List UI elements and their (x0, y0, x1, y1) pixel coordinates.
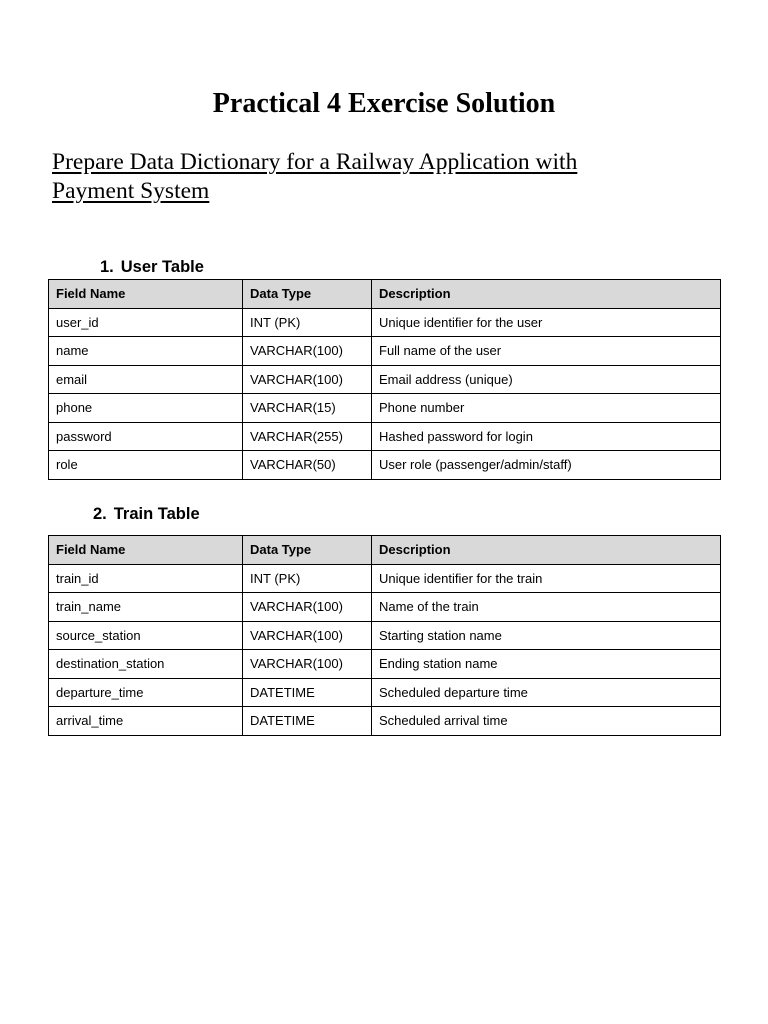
field-name-cell: source_station (49, 621, 243, 650)
subtitle-line-2: Payment System (52, 178, 210, 204)
data-type-cell: VARCHAR(255) (243, 422, 372, 451)
data-type-cell: VARCHAR(100) (243, 365, 372, 394)
description-cell: Email address (unique) (372, 365, 721, 394)
data-type-cell: VARCHAR(100) (243, 650, 372, 679)
data-type-cell: VARCHAR(100) (243, 593, 372, 622)
section-number: 2. (93, 505, 107, 523)
data-type-cell: VARCHAR(15) (243, 394, 372, 423)
description-cell: Name of the train (372, 593, 721, 622)
user-table (48, 279, 721, 480)
data-type-cell: VARCHAR(50) (243, 451, 372, 480)
column-header-field-name: Field Name (49, 536, 243, 565)
description-cell: Ending station name (372, 650, 721, 679)
data-type-cell: DATETIME (243, 678, 372, 707)
data-type-cell: VARCHAR(100) (243, 337, 372, 366)
table-row (49, 593, 721, 622)
field-name-cell: train_name (49, 593, 243, 622)
description-cell: Scheduled departure time (372, 678, 721, 707)
data-type-cell: INT (PK) (243, 564, 372, 593)
description-cell: Unique identifier for the train (372, 564, 721, 593)
table-row (49, 564, 721, 593)
table-row (49, 337, 721, 366)
field-name-cell: name (49, 337, 243, 366)
description-cell: Hashed password for login (372, 422, 721, 451)
field-name-cell: email (49, 365, 243, 394)
table-row (49, 650, 721, 679)
description-cell: Scheduled arrival time (372, 707, 721, 736)
subtitle-line-1: Prepare Data Dictionary for a Railway Application with (52, 149, 578, 175)
table-row (49, 621, 721, 650)
field-name-cell: train_id (49, 564, 243, 593)
table-row (49, 678, 721, 707)
train-table (48, 535, 721, 736)
section-title: Train Table (113, 505, 200, 523)
description-cell: User role (passenger/admin/staff) (372, 451, 721, 480)
field-name-cell: destination_station (49, 650, 243, 679)
column-header-description: Description (372, 280, 721, 309)
table-row (49, 308, 721, 337)
column-header-field-name: Field Name (49, 280, 243, 309)
table-row (49, 394, 721, 423)
column-header-data-type: Data Type (243, 280, 372, 309)
table-header-row (49, 280, 721, 309)
data-type-cell: VARCHAR(100) (243, 621, 372, 650)
table-row (49, 707, 721, 736)
data-type-cell: INT (PK) (243, 308, 372, 337)
section-number: 1. (100, 258, 114, 276)
description-cell: Phone number (372, 394, 721, 423)
data-type-cell: DATETIME (243, 707, 372, 736)
table-header-row (49, 536, 721, 565)
field-name-cell: role (49, 451, 243, 480)
page-title: Practical 4 Exercise Solution (212, 88, 556, 119)
table-row (49, 365, 721, 394)
column-header-data-type: Data Type (243, 536, 372, 565)
field-name-cell: user_id (49, 308, 243, 337)
section-title: User Table (120, 258, 204, 276)
description-cell: Unique identifier for the user (372, 308, 721, 337)
column-header-description: Description (372, 536, 721, 565)
field-name-cell: phone (49, 394, 243, 423)
page-subtitle (52, 148, 692, 206)
field-name-cell: arrival_time (49, 707, 243, 736)
field-name-cell: password (49, 422, 243, 451)
description-cell: Full name of the user (372, 337, 721, 366)
field-name-cell: departure_time (49, 678, 243, 707)
table-row (49, 422, 721, 451)
section-heading-train-table (93, 504, 200, 524)
description-cell: Starting station name (372, 621, 721, 650)
table-row (49, 451, 721, 480)
section-heading-user-table (100, 257, 204, 277)
